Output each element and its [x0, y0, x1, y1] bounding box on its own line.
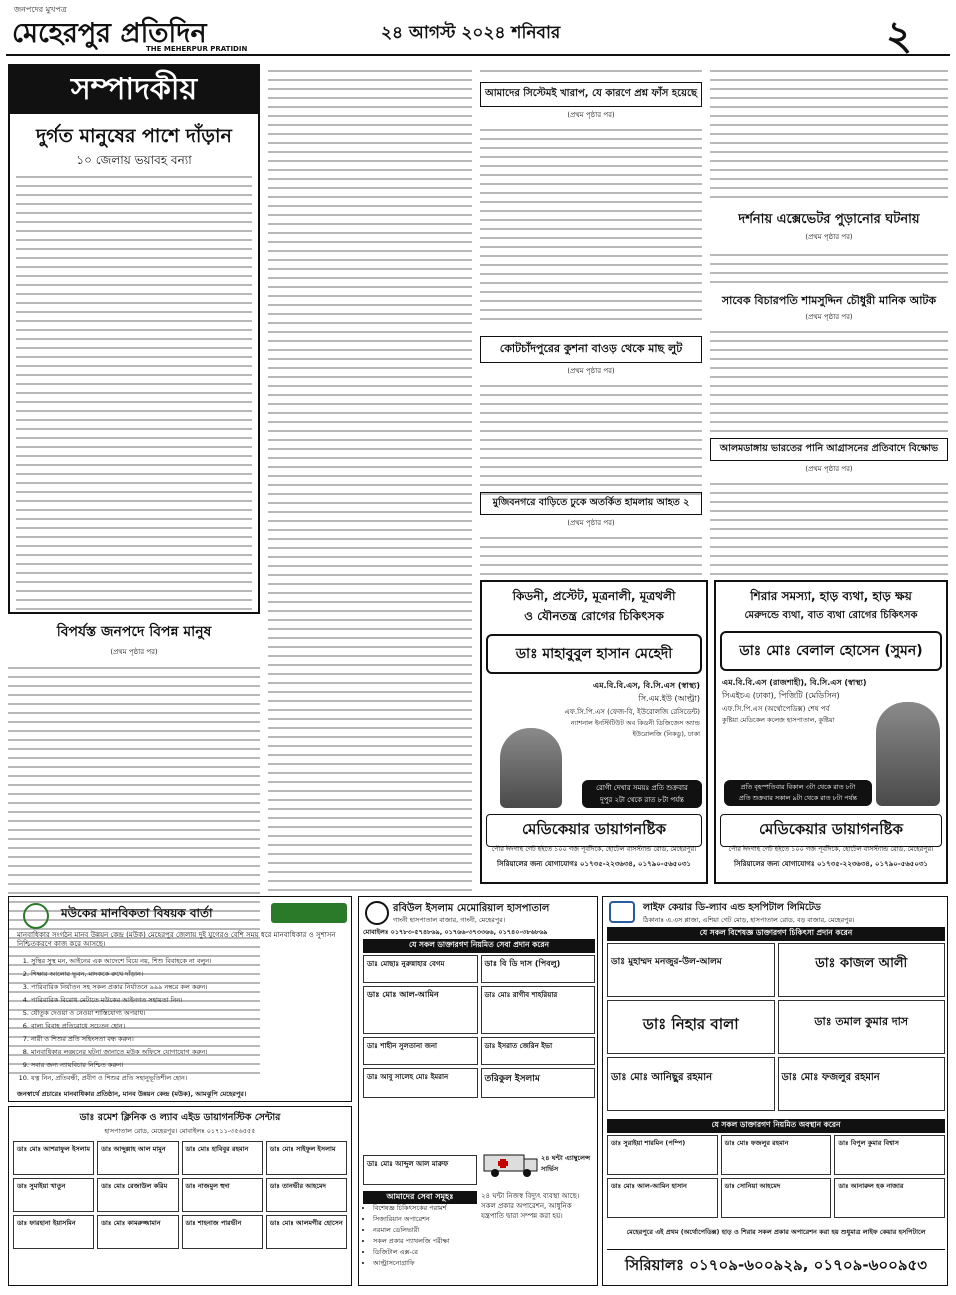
ad-timing-2: দুপুর ২টা থেকে রাত ৮টা পর্যন্ত: [599, 796, 684, 804]
story-body: [480, 531, 702, 581]
story-continuation: (প্রথম পৃষ্ঠার পর): [567, 111, 615, 119]
clinic-doctor-card: ডাঃ ফারহানা ইয়াসমিন: [13, 1215, 94, 1249]
doctor-ad-belal: [714, 580, 948, 884]
lifecare-serial: সিরিয়ালঃ ০১৭০৯-৬০০৯২৯, ০১৭০৯-৬০০৯৫৩: [607, 1249, 945, 1279]
lifecare-regular-card: ডাঃ মোঃ আল-আমিন হাসান: [607, 1178, 718, 1218]
clinic-doctor-grid: [9, 1137, 351, 1253]
lifecare-logo: [609, 901, 635, 923]
clinic-doctor-card: ডাঃ মোঃ আশরাফুল ইসলাম: [13, 1141, 94, 1175]
mouk-title: মউকের মানবিকতা বিষয়ক বার্তা: [61, 906, 213, 920]
mouk-point: 6. বাল্য বিবাহ প্রতিরোধে সচেতন হোন।: [31, 1020, 345, 1033]
newspaper-name: মেহেরপুর প্রতিদিন: [12, 18, 207, 49]
story-headline-box: [480, 492, 702, 515]
lifecare-doctor-card: ডাঃ তমাল কুমার দাস: [778, 1000, 946, 1054]
lifecare-doctor-card: ডাঃ কাজল আলী: [778, 943, 946, 997]
ad-topline2: মেরুদন্ডে ব্যথা, বাত ব্যথা রোগের চিকিৎসক: [744, 610, 918, 621]
ad-doctor-name: ডাঃ মাহাবুবুল হাসান মেহেদী: [486, 634, 702, 674]
masthead: [6, 4, 950, 59]
lifecare-doctor-card: ডাঃ নিহার বালা: [607, 1000, 775, 1054]
ad-degrees: এম.বি.বি.এস (রাজশাহী), বি.সি.এস (স্বাস্থ্য): [722, 678, 867, 687]
story-body: [480, 123, 702, 323]
mouk-point: 2. শিক্ষার আলোর ভুবন, মাদককে রুখে দাঁড়ান।: [31, 968, 345, 981]
mouk-footer: জনস্বার্থে প্রচারেঃ মানবাধিকার প্রতিষ্ঠান, মানব উন্নয়ন কেন্দ্র (মউক), আমঝুপি মেহেরপুর।: [17, 1090, 247, 1098]
services-title: আমাদের সেবা সমূহঃ: [363, 1191, 477, 1204]
story-continuation: (প্রথম পৃষ্ঠার পর): [567, 519, 615, 527]
service-item: • ডিজিটাল এক্স-রে: [373, 1247, 477, 1258]
lifecare-address: ঠিকানাঃ এ.এস প্লাজা, এশিয়া গেট মোড়, হাসপাতাল রোড, বড় বাজার, মেহেরপুর।: [643, 916, 855, 924]
story-continuation: (প্রথম পৃষ্ঠার পর): [805, 465, 853, 473]
story-mujibnagar: [480, 492, 702, 572]
story-headline: মুজিবনগরে বাড়িতে ঢুকে অতর্কিত হামলায় আহত ২: [492, 497, 690, 508]
ad-degrees-2: সি.এম.ইউ (আল্ট্রা): [638, 694, 700, 703]
lifecare-regular-card: ডাঃ সোনিয়া আহমেদ: [721, 1178, 832, 1218]
ad-address: পৌর ঈদগাহ গেট হইতে ১০০ গজ পূর্বদিকে, হোটেল বাসস্ট্যান্ড রোড, মেহেরপুর।: [491, 845, 697, 853]
mouk-point: 1. সুস্থির সুস্থ মন, আইনের এক আদেশে বিয়ে নয়, শিশু বিবাহকে না বলুন।: [31, 955, 345, 968]
mouk-notice: [8, 896, 352, 1102]
story-continuation: (প্রথম পৃষ্ঠার পর): [805, 233, 853, 241]
lifecare-regular-card: ডাঃ মোঃ ফজলুর রহমান: [721, 1135, 832, 1175]
ad-timing: রোগী দেখার সময়ঃ প্রতি শুক্রবার: [596, 784, 688, 792]
lifecare-regular-grid: [607, 1135, 945, 1218]
lifecare-section-label: যে সকল বিশেষজ্ঞ ডাক্তারগণ চিকিৎসা প্রদান করেন: [607, 927, 945, 941]
continued-text-column: [268, 64, 472, 892]
mouk-point: 5. যৌতুক দেওয়া ও নেওয়া শাস্তিযোগ্য অপরাধ।: [31, 1007, 345, 1020]
editorial-box: [8, 64, 260, 614]
editorial-subhead: ১০ জেলায় ভয়াবহ বন্যা: [76, 153, 192, 167]
ad-center-name: মেডিকেয়ার ডায়াগনষ্টিক: [720, 814, 942, 847]
hospital-address: গাংনী হাসপাতাল বাজার, গাংনী, মেহেরপুর।: [393, 916, 506, 924]
mouk-intro: মানবাধিকার সংগঠন মানব উন্নয়ন কেন্দ্র (মউক) মেহেরপুর জেলায় দুই যুগেরও বেশি সময় ধরে মানবাধিকার ও সুশাসন নিশ্চিতকরণে কাজ করে আসছে।: [17, 931, 336, 948]
ad-degrees-2: সিএইচএ (ঢাকা), পিজিটি (মেডিসিন): [722, 691, 840, 700]
story-headline: সাবেক বিচারপতি শামসুদ্দিন চৌধুরী মানিক আটক: [721, 294, 937, 307]
story-continuation: (প্রথম পৃষ্ঠার পর): [805, 313, 853, 321]
ad-doctor-name: ডাঃ মোঃ বেলাল হোসেন (সুমন): [720, 631, 942, 671]
hospital-doctor-grid: [363, 955, 595, 1098]
lifecare-doctor-card: ডাঃ মুহাম্মদ মনজুর-উল-আলম: [607, 943, 775, 997]
clinic-doctor-card: ডাঃ নাজমুল হুদা: [182, 1178, 263, 1212]
story-kotchandpur: [480, 336, 702, 486]
lifecare-regular-card: ডাঃ বিপুল কুমার বিশ্বাস: [834, 1135, 945, 1175]
story-system: [480, 64, 702, 324]
mouk-point: 9. সবার জন্য ন্যায়বিচার নিশ্চিত করুন।: [31, 1059, 345, 1072]
service-item: • নরমাল ডেলিভারী: [373, 1225, 477, 1236]
hospital-logo: [365, 901, 389, 925]
ambulance-service: ২৪ ঘন্টা এ্যাম্বুলেন্স সার্ভিস: [541, 1154, 591, 1173]
hospital-doctor-card: ডাঃ বি ডি দাস (পিবলু): [481, 955, 596, 983]
lifecare-section-label-2: যে সকল ডাক্তারগণ নিয়মিত অবস্থান করেন: [607, 1119, 945, 1133]
lifecare-regular-card: ডাঃ আনারুল হক নাজার: [834, 1178, 945, 1218]
ad-degrees-3: এফ.সি.পি.এস (অর্থোপেডিক্স) শেষ পর্ব: [722, 705, 830, 713]
story-headline-box: [710, 438, 948, 461]
lifecare-footer-note: মেহেরপুরে এই প্রথম (অর্থোপেডিক্স) হাড় ও শিরার সকল প্রকার অপারেশন করা হয় শুধুমাত্র লাইফ কেয়ার হসপিটালে: [626, 1228, 926, 1236]
mouk-point: 4. পারিবারিক বিরোধ মেটাতে মউকের আইনগত সহায়তা নিন।: [31, 994, 345, 1007]
lifecare-doctor-grid: [607, 943, 945, 1111]
story-manik: [710, 292, 948, 432]
mouk-point: 7. নারী ও শিশুর প্রতি সহিংসতা বন্ধ করুন।: [31, 1033, 345, 1046]
lifecare-title: লাইফ কেয়ার ডি-ল্যাব এন্ড হসপিটাল লিমিটেড: [643, 902, 821, 913]
ad-topline: কিডনী, প্রস্টেট, মূত্রনালী, মূত্রথলী: [512, 589, 676, 603]
mouk-badge: [271, 903, 347, 923]
story-headline: আলমডাঙ্গায় ভারতের পানি আগ্রাসনের প্রতিবাদে বিক্ষোভ: [719, 443, 939, 454]
clinic-doctor-card: ডাঃ সুমাইয়া খাতুন: [13, 1178, 94, 1212]
clinic-doctor-card: ডাঃ শাহনাজ পারভীন: [182, 1215, 263, 1249]
editorial-headline: দুর্গত মানুষের পাশে দাঁড়ান: [36, 125, 232, 147]
doctor-ad-mahabubul: [480, 580, 708, 884]
lifecare-doctor-card: ডাঃ মোঃ আনিছুর রহমান: [607, 1057, 775, 1111]
clinic-doctor-card: ডাঃ মোঃ হাবিবুর রহমান: [182, 1141, 263, 1175]
ad-degrees-4: কুষ্টিয়া মেডিকেল কলেজ হাসপাতাল, কুষ্টিয়া: [722, 716, 835, 724]
mouk-point: 10. যত্ন নিন, প্রতিবন্ধী, প্রবীণ ও শিশুর প্রতি সহানুভূতিশীল হোন।: [31, 1072, 345, 1085]
clinic-doctor-card: ডাঃ তানভীর আহমেদ: [266, 1178, 347, 1212]
services-list: [373, 1203, 477, 1269]
clinic-doctor-card: ডাঃ মোঃ আলমগীর হোসেন: [266, 1215, 347, 1249]
issue-date: ২৪ আগস্ট ২০২৪ শনিবার: [381, 23, 561, 43]
hospital-section-label: যে সকল ডাক্তারগণ নিয়মিত সেবা প্রদান করেন: [363, 939, 595, 953]
mouk-points: [31, 955, 345, 1085]
ad-timing-2: প্রতি শুক্রবার সকাল ৯টা থেকে রাত ৮টা পর্যন্ত: [739, 794, 857, 802]
story-headline-box: [480, 336, 702, 363]
ad-degrees-4: ন্যাশনাল ইনস্টিটিউট অব কিডনী ডিজিজেস অ্যান্ড ইউরোলজি (নিকডু), ঢাকা: [570, 719, 700, 738]
hospital-doctor-card: ডাঃ মোঃ আব্দুল আল মারুফ: [363, 1155, 477, 1185]
editorial-body: [16, 170, 252, 610]
ad-phone: সিরিয়ালের জন্য যোগাযোগঃ ০১৭৩৫-২২৩৬৩৪, ০১৭৯০-৫৬৫০৩১: [497, 860, 691, 868]
clinic-doctor-card: ডাঃ মোঃ রেজাউল করিম: [97, 1178, 178, 1212]
ad-timing: প্রতি বৃহস্পতিবার বিকাল ৩টা থেকে রাত ৮টা: [740, 783, 856, 791]
hospital-doctor-card: ডাঃ শাহীন সুলতানা জনা: [363, 1037, 478, 1065]
editorial-label: সম্পাদকীয়: [10, 66, 258, 114]
newspaper-english-name: THE MEHERPUR PRATIDIN: [146, 45, 248, 53]
ad-address: পৌর ঈদগাহ গেট হইতে ১০০ গজ পূর্বদিকে, হোটেল বাসস্ট্যান্ড রোড, মেহেরপুর।: [728, 845, 934, 853]
ad-timing-box: [582, 780, 702, 808]
clinic-doctor-card: ডাঃ আব্দুল্লাহ আল মামুন: [97, 1141, 178, 1175]
doctor-photo: [500, 728, 562, 808]
service-item: • বিশেষজ্ঞ চিকিৎসকের পরামর্শ: [373, 1203, 477, 1214]
service-item: • সকল প্রকার প্যাথলজি পরীক্ষা: [373, 1236, 477, 1247]
hospital-note: ২৪ ঘন্টা নিজস্ব বিদ্যুৎ ব্যবস্থা আছে। সকল প্রকার অপারেশন, আধুনিক যন্ত্রপাতি দ্বারা সম্পন্ন করা হয়।: [481, 1192, 580, 1220]
ad-phone: সিরিয়ালের জন্য যোগাযোগঃ ০১৭৩৫-২২৩৬৩৪, ০১৭৯০-৫৬৫০৩১: [734, 860, 928, 868]
clinic-doctor-card: ডাঃ মোঃ কামরুজ্জামান: [97, 1215, 178, 1249]
lifecare-regular-card: ডাঃ সুরাইয়া শারমিন (পম্পি): [607, 1135, 718, 1175]
darshana-body: [710, 248, 948, 288]
hospital-doctor-card: তরিকুল ইসলাম: [481, 1068, 596, 1098]
ramesh-clinic-ad: [8, 1106, 352, 1286]
story-headline-box: [480, 82, 702, 107]
clinic-doctor-card: ডাঃ মোঃ সাইফুল ইসলাম: [266, 1141, 347, 1175]
mouk-point: 3. পারিবারিক নির্যাতন সহ সকল প্রকার নির্যাতনে ৯৯৯ নম্বরে কল করুন।: [31, 981, 345, 994]
ad-center-name: মেডিকেয়ার ডায়াগনষ্টিক: [486, 814, 702, 847]
clinic-title: ডাঃ রমেশ ক্লিনিক ও ল্যাব এইড ডায়াগনস্টিক সেন্টার: [79, 1112, 281, 1123]
story-headline: কোটচাঁদপুরের কুশনা বাওড় থেকে মাছ লুট: [499, 342, 683, 355]
ad-degrees-3: এফ.সি.পি.এস (ফেজ-বি, ইউরোলজি রেসিডেন্ট): [564, 708, 700, 716]
lifecare-doctor-card: ডাঃ মোঃ ফজলুর রহমান: [778, 1057, 946, 1111]
right-top-text: [710, 64, 948, 204]
ad-topline: শিরার সমস্যা, হাড় ব্যথা, হাড় ক্ষয়: [750, 589, 912, 603]
hospital-doctor-card: ডাঃ মোঃ আল-আমিন: [363, 986, 478, 1034]
masthead-tagline: জনপদের মুখপত্র: [14, 5, 67, 14]
robiul-hospital-ad: [358, 896, 598, 1286]
story-body: [710, 477, 948, 577]
service-item: • আল্ট্রাসনোগ্রাফি: [373, 1258, 477, 1269]
lifecare-hospital-ad: [602, 896, 948, 1286]
doctor-photo: [876, 702, 940, 806]
ad-timing-box: [724, 780, 872, 806]
story-body: [480, 379, 702, 499]
hospital-title: রবিউল ইসলাম মেমোরিয়াল হাসপাতাল: [393, 903, 550, 914]
story-headline: আমাদের সিস্টেমই খারাপ, যে কারণে প্রশ্ন ফাঁস হয়েছে: [484, 88, 698, 99]
story-body: [710, 325, 948, 435]
story-continuation: (প্রথম পৃষ্ঠার পর): [567, 367, 615, 375]
hospital-doctor-card: ডাঃ ইসরাত জেরিন ইভা: [481, 1037, 596, 1065]
mouk-logo: [23, 903, 49, 929]
mouk-point: 8. মানবাধিকার লঙ্ঘনের ঘটনা জানাতে মউক অফিসে যোগাযোগ করুন।: [31, 1046, 345, 1059]
page-number: ২: [886, 13, 913, 59]
ad-topline2: ও যৌনতন্ত্র রোগের চিকিৎসক: [524, 609, 664, 623]
ad-degrees: এম.বি.বি.এস, বি.সি.এস (স্বাস্থ্য): [593, 681, 700, 690]
hospital-doctor-card: ডাঃ আবু সালেহ মোঃ ইমরান: [363, 1068, 478, 1098]
hospital-doctor-card: ডাঃ মোঃ রাগীব শাহরিয়ার: [481, 986, 596, 1034]
story-alamdanga: [710, 438, 948, 574]
hospital-phone: মোবাইলঃ ০১৭৮৩-৫৭৪৮৬৯, ০১৭৬৬-৩৭৩৩৬৬, ০১৭৪০-৩৮৬৮৬৯: [363, 928, 548, 936]
hospital-doctor-card: ডাঃ মোছাঃ নুরুন্নাহার বেগম: [363, 955, 478, 983]
story-continuation: (প্রথম পৃষ্ঠার পর): [110, 648, 158, 656]
clinic-subtitle: হাসপাতাল রোড, মেহেরপুর। মোবাইলঃ ০১৭১১-৩৫৬৫৫৫: [104, 1127, 256, 1135]
story-headline: বিপর্যস্ত জনপদে বিপন্ন মানুষ: [56, 624, 212, 640]
service-item: • সিজারিয়ান অপারেশন: [373, 1214, 477, 1225]
story-headline: দর্শনায় এক্সেভেটর পুড়ানোর ঘটনায়: [738, 212, 920, 227]
ambulance-icon: [483, 1149, 539, 1179]
